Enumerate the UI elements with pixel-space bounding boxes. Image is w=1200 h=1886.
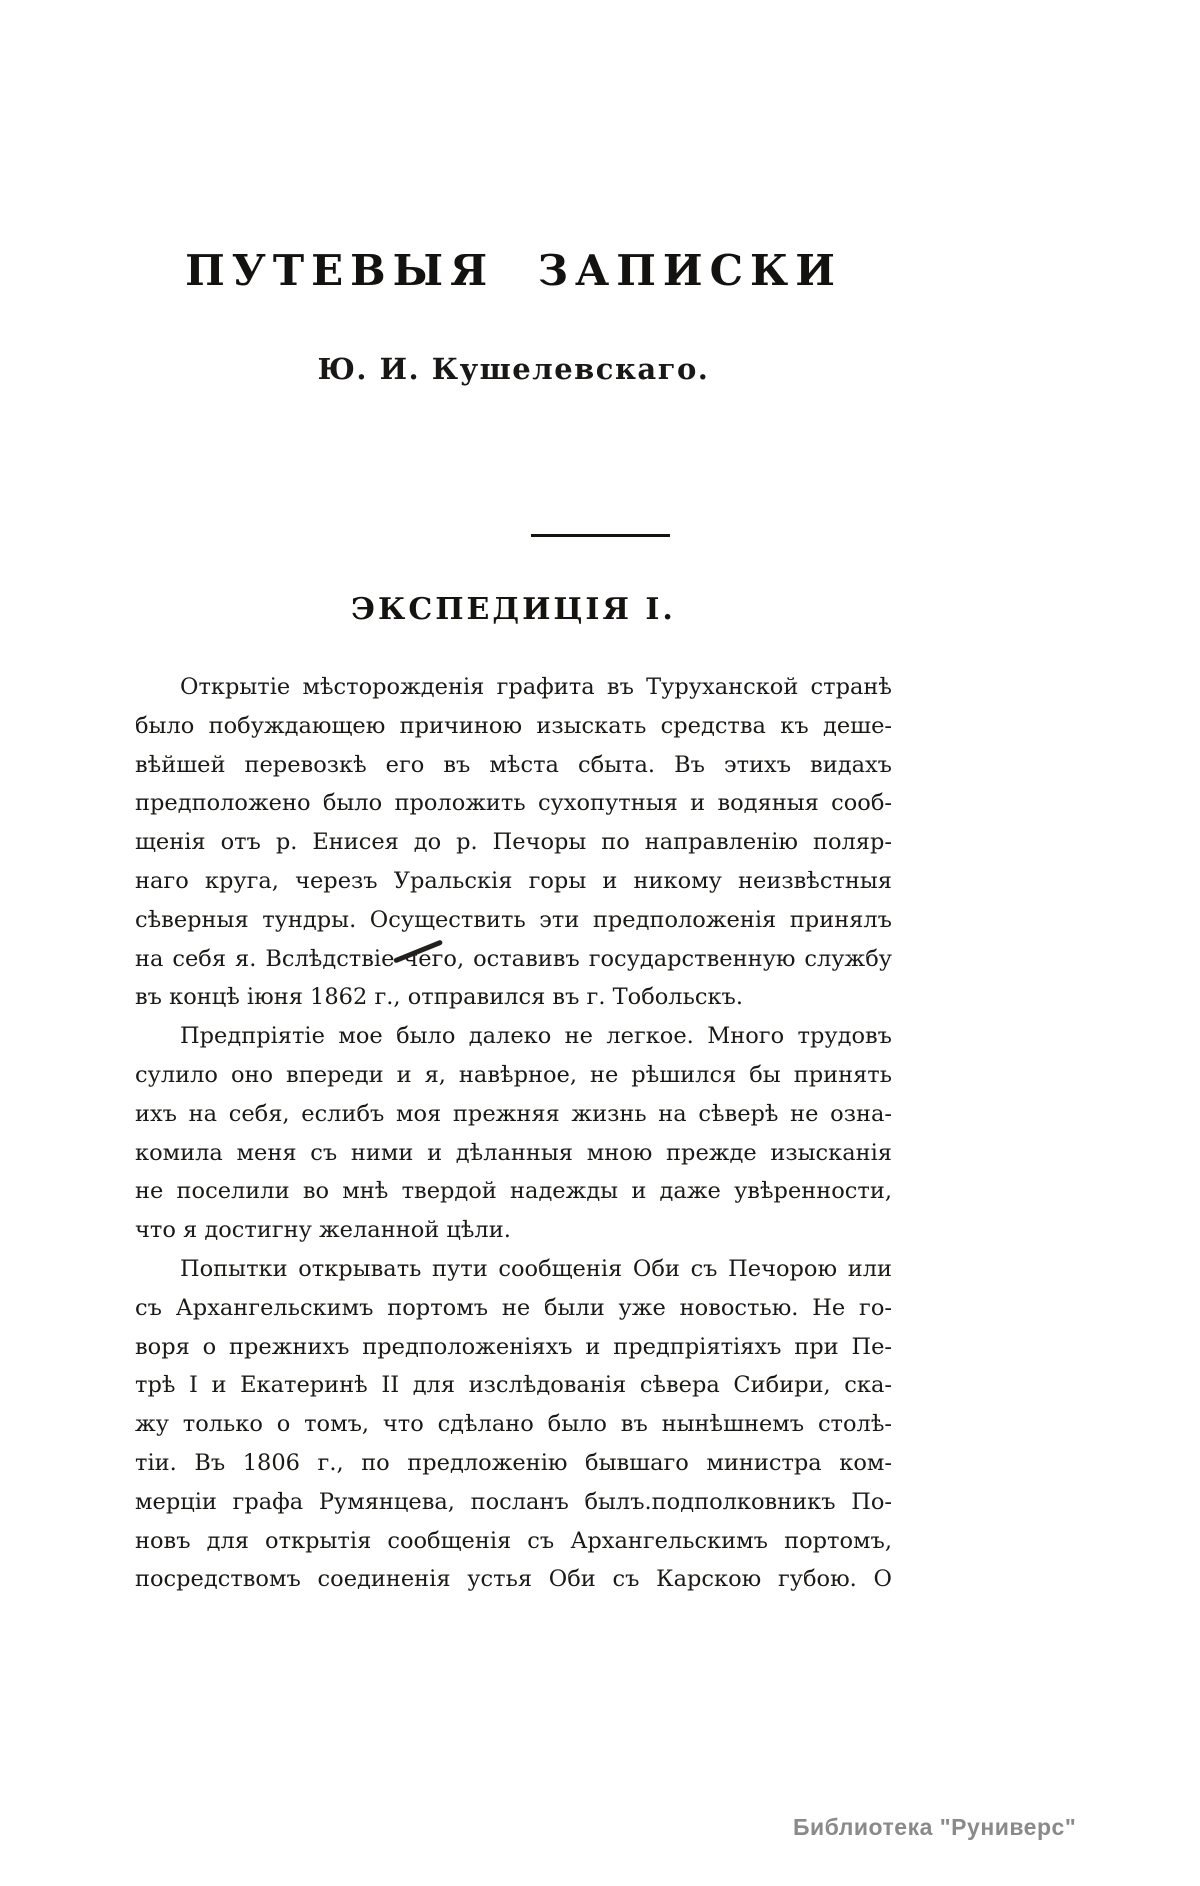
paragraph <box>135 1017 892 1250</box>
paragraph <box>135 1250 892 1599</box>
text-line: Открытіе мѣсторожденія графита въ Туруханской странѣ <box>180 674 892 700</box>
section-heading: ЭКСПЕДИЦІЯ I. <box>351 592 676 627</box>
text-line: было побуждающею причиною изыскать средства къ деше- <box>135 712 892 739</box>
page-title: ПУТЕВЫЯ ЗАПИСКИ <box>185 246 842 295</box>
text-line: посредствомъ соединенія устья Оби съ Карскою губою. О <box>135 1566 892 1593</box>
paragraph <box>135 668 892 1017</box>
text-line: наго круга, черезъ Уральскія горы и никому неизвѣстныя <box>135 867 892 894</box>
text-line: щенія отъ р. Енисея до р. Печоры по направленію поляр- <box>135 829 892 856</box>
body-text <box>135 668 892 1599</box>
library-watermark: Библиотека "Руниверс" <box>793 1814 1077 1840</box>
text-line: жу только о томъ, что сдѣлано было въ нынѣшнемъ столѣ- <box>135 1411 892 1438</box>
text-line: Предпріятіе мое было далеко не легкое. Много трудовъ <box>180 1023 892 1050</box>
divider-rule <box>531 534 670 537</box>
author-byline: Ю. И. Кушелевскаго. <box>317 352 710 386</box>
text-line: вѣйшей перевозкѣ его въ мѣста сбыта. Въ этихъ видахъ <box>135 751 892 778</box>
text-line: на себя я. Вслѣдствіе чего, оставивъ государственную службу <box>135 945 892 972</box>
text-line: сулило оно впереди и я, навѣрное, не рѣшился бы принять <box>135 1061 892 1088</box>
text-line: воря о прежнихъ предположеніяхъ и предпріятіяхъ при Пе- <box>135 1333 892 1360</box>
text-line: Попытки открывать пути сообщенія Оби съ Печорою или <box>180 1255 892 1282</box>
text-line: мерціи графа Румянцева, посланъ былъ.подполковникъ По- <box>135 1488 892 1515</box>
text-line: трѣ I и Екатеринѣ II для изслѣдованія сѣвера Сибири, ска- <box>135 1372 892 1399</box>
text-line: сѣверныя тундры. Осуществить эти предположенія принялъ <box>135 906 892 933</box>
text-line: тіи. Въ 1806 г., по предложенію бывшаго министра ком- <box>135 1449 892 1476</box>
text-line: новъ для открытія сообщенія съ Архангельскимъ портомъ, <box>135 1527 892 1554</box>
text-line: не поселили во мнѣ твердой надежды и даже увѣренности, <box>135 1178 892 1205</box>
text-line: предположено было проложить сухопутныя и водяныя сооб- <box>135 790 892 817</box>
text-line: комила меня съ ними и дѣланныя мною прежде изысканія <box>135 1139 892 1166</box>
text-line: что я достигну желанной цѣли. <box>135 1217 511 1244</box>
text-line: съ Архангельскимъ портомъ не были уже новостью. Не го- <box>135 1294 892 1321</box>
text-line: ихъ на себя, еслибъ моя прежняя жизнь на сѣверѣ не озна- <box>135 1100 892 1127</box>
text-line: въ концѣ іюня 1862 г., отправился въ г. Тобольскъ. <box>135 984 743 1011</box>
